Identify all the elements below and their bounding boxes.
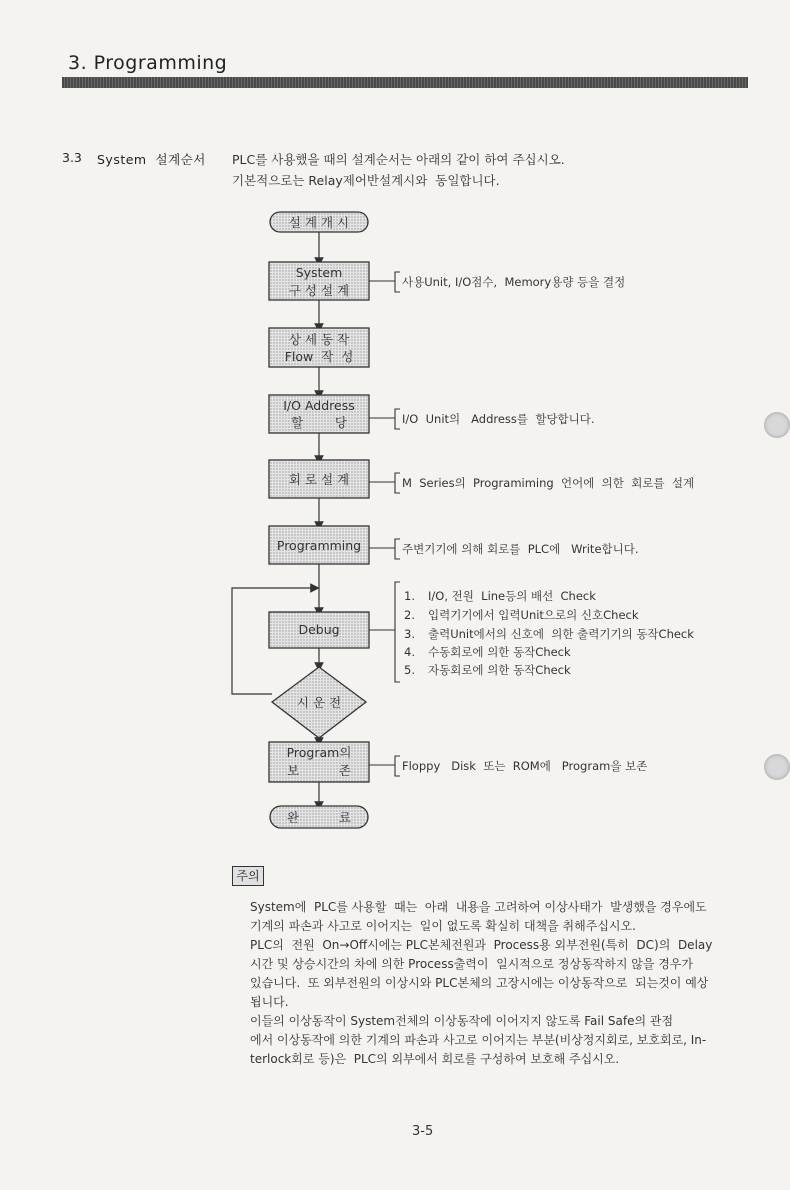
caution-line: PLC의 전원 On→Off시에는 PLC본체전원과 Process용 외부전원(특히 DC)의 Delay bbox=[250, 938, 713, 952]
step7-line1: Program의 bbox=[286, 745, 352, 760]
debug-item-num: 3. bbox=[404, 627, 415, 641]
step3-line2: 할 당 bbox=[291, 415, 347, 430]
debug-item-num: 5. bbox=[404, 663, 415, 677]
step7-line2: 보 존 bbox=[287, 763, 351, 778]
caution-line: 시간 및 상승시간의 차에 의한 Process출력이 일시적으로 정상동작하지 않을 경우가 bbox=[250, 957, 694, 971]
note-step3: I/O Unit의 Address를 할당합니다. bbox=[402, 412, 595, 426]
step6-label: Debug bbox=[298, 622, 340, 637]
intro-line-2: 기본적으로는 Relay제어반설계시와 동일합니다. bbox=[232, 173, 500, 188]
chapter-title: 3. Programming bbox=[68, 52, 228, 74]
note-brackets bbox=[369, 272, 400, 776]
caution-line: System에 PLC를 사용할 때는 아래 내용을 고려하여 이상사태가 발생했을 경우에도 bbox=[250, 900, 707, 914]
section-number: 3.3 bbox=[62, 150, 82, 165]
debug-checklist bbox=[404, 589, 694, 677]
caution-line: terlock회로 등)은 PLC의 외부에서 회로를 구성하여 보호해 주십시오. bbox=[250, 1052, 620, 1066]
step2-line2: Flow 작 성 bbox=[284, 349, 354, 364]
step3-line1: I/O Address bbox=[283, 398, 355, 413]
debug-item-text: 자동회로에 의한 동작Check bbox=[428, 663, 571, 677]
debug-item-num: 1. bbox=[404, 589, 415, 603]
caution-line: 이들의 이상동작이 System전체의 이상동작에 이어지지 않도록 Fail Safe의 관점 bbox=[250, 1014, 674, 1028]
step5-label: Programming bbox=[276, 538, 362, 553]
caution-line: 기계의 파손과 사고로 이어지는 일이 없도록 확실히 대책을 취해주십시오. bbox=[250, 919, 636, 933]
step4-label: 회 로 설 계 bbox=[288, 472, 350, 487]
debug-item-text: 입력기기에서 입력Unit으로의 신호Check bbox=[428, 608, 639, 622]
debug-item-num: 2. bbox=[404, 608, 415, 622]
binder-hole bbox=[764, 412, 790, 438]
debug-item-text: I/O, 전원 Line등의 배선 Check bbox=[428, 589, 596, 603]
debug-item-text: 수동회로에 의한 동작Check bbox=[428, 645, 571, 659]
intro-line-1: PLC를 사용했을 때의 설계순서는 아래의 같이 하여 주십시오. bbox=[232, 152, 565, 167]
start-label: 설 계 개 시 bbox=[288, 215, 350, 230]
binder-hole bbox=[764, 754, 790, 780]
caution-line: 있습니다. 또 외부전원의 이상시와 PLC본체의 고장시에는 이상동작으로 되는것이 예상 bbox=[250, 976, 709, 990]
note-step1: 사용Unit, I/O점수, Memory용량 등을 결정 bbox=[402, 275, 626, 289]
caution-line: 됩니다. bbox=[250, 995, 289, 1009]
note-step4: M Series의 Programiming 언어에 의한 회로를 설계 bbox=[402, 476, 695, 490]
page-number: 3-5 bbox=[412, 1124, 434, 1139]
debug-item-text: 출력Unit에서의 신호에 의한 출력기기의 동작Check bbox=[428, 627, 694, 641]
step1-line1: System bbox=[295, 265, 343, 280]
note-step7: Floppy Disk 또는 ROM에 Program을 보존 bbox=[402, 759, 648, 773]
section-title: System 설계순서 bbox=[97, 152, 206, 167]
decision-label: 시 운 전 bbox=[296, 695, 342, 710]
caution-label: 주의 bbox=[232, 866, 264, 886]
debug-item-num: 4. bbox=[404, 645, 415, 659]
caution-line: 에서 이상동작에 의한 기계의 파손과 사고로 이어지는 부분(비상정지회로, 보호회로, In- bbox=[250, 1033, 707, 1047]
step1-line2: 구 성 설 계 bbox=[288, 283, 350, 298]
step2-line1: 상 세 동 작 bbox=[288, 332, 350, 347]
note-step5: 주변기기에 의해 회로를 PLC에 Write합니다. bbox=[402, 542, 639, 556]
end-label: 완 료 bbox=[287, 810, 351, 825]
